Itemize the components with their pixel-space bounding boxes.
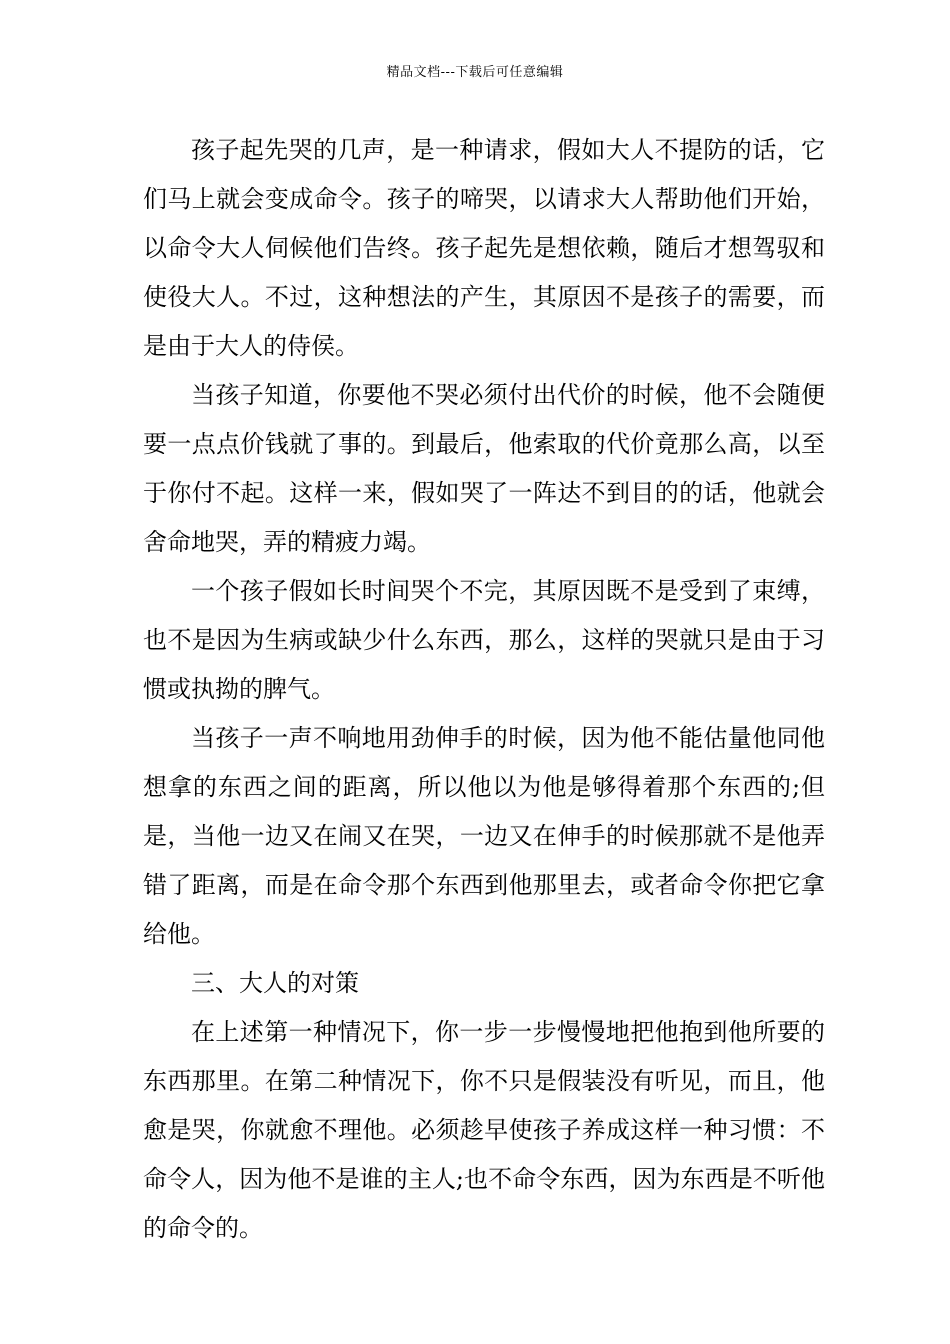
- paragraph-crying-habit: 一个孩子假如长时间哭个不完，其原因既不是受到了束缚，也不是因为生病或缺少什么东西，那么，这样的哭就只是由于习惯或执拗的脾气。: [143, 577, 825, 703]
- paragraph-crying-price: 当孩子知道，你要他不哭必须付出代价的时候，他不会随便要一点点价钱就了事的。到最后，他索取的代价竟那么高，以至于你付不起。这样一来，假如哭了一阵达不到目的的话，他就会舍命地哭，弄的精疲力竭。: [143, 381, 825, 556]
- paragraph-crying-request: 孩子起先哭的几声，是一种请求，假如大人不提防的话，它们马上就会变成命令。孩子的啼哭，以请求大人帮助他们开始，以命令大人伺候他们告终。孩子起先是想依赖，随后才想驾驭和使役大人。不过，这种想法的产生，其原因不是孩子的需要，而是由于大人的侍侯。: [143, 136, 825, 360]
- paragraph-adult-strategy: 在上述第一种情况下，你一步一步慢慢地把他抱到他所要的东西那里。在第二种情况下，你不只是假装没有听见，而且，他愈是哭，你就愈不理他。必须趁早使孩子养成这样一种习惯：不命令人，因为他不是谁的主人;也不命令东西，因为东西是不听他的命令的。: [143, 1018, 825, 1242]
- section-heading-adult-strategy: 三、大人的对策: [191, 969, 359, 997]
- document-body: [143, 126, 825, 1253]
- paragraph-reaching-hand: 当孩子一声不响地用劲伸手的时候，因为他不能估量他同他想拿的东西之间的距离，所以他以为他是够得着那个东西的;但是，当他一边又在闹又在哭，一边又在伸手的时候那就不是他弄错了距离，而是在命令那个东西到他那里去，或者命令你把它拿给他。: [143, 724, 825, 948]
- page-header: 精品文档---下载后可任意编辑: [386, 65, 564, 80]
